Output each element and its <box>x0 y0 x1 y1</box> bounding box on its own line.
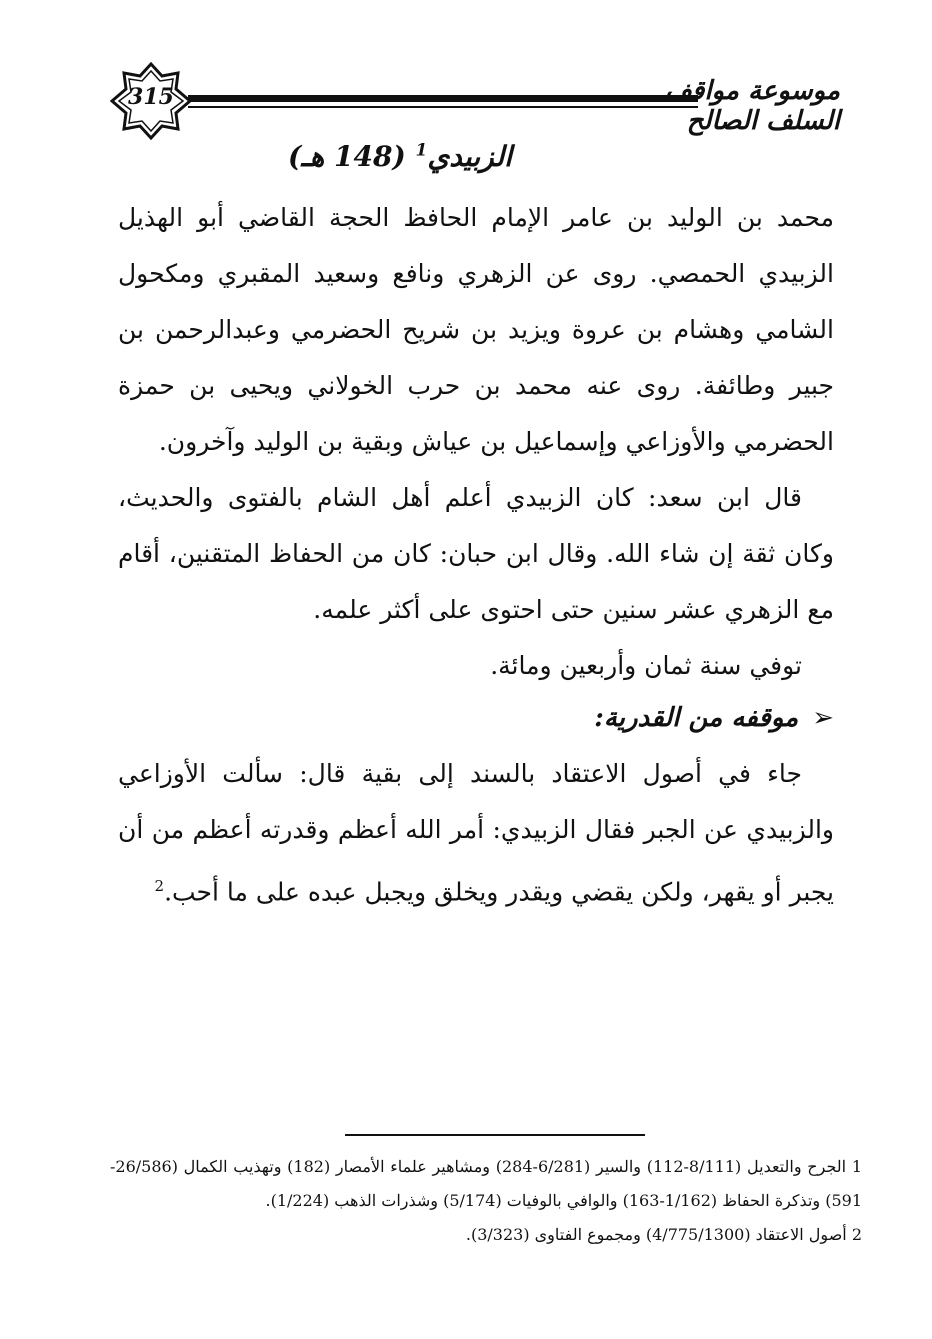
biography-paragraph: محمد بن الوليد بن عامر الإمام الحافظ الحجة القاضي أبو الهذيل الزبيدي الحمصي. روى عن الزهري ونافع وسعيد المقبري ومكحول الشامي وهشام بن عروة ويزيد بن شريح الحضرمي وعبدالرحمن بن جبير وطائفة. روى عنه محمد بن حرب الخولاني ويحيى بن حمزة الحضرمي والأوزاعي وإسماعيل بن عياش وبقية بن الوليد وآخرون. <box>118 203 834 456</box>
section-heading-text: موقفه من القدرية: <box>594 703 799 733</box>
scholar-opinions-paragraph: قال ابن سعد: كان الزبيدي أعلم أهل الشام بالفتوى والحديث، وكان ثقة إن شاء الله. وقال ابن حبان: كان من الحفاظ المتقنين، أقام مع الزهري عشر سنين حتى احتوى على أكثر علمه. <box>118 483 834 624</box>
series-title: موسوعة مواقف السلف الصالح <box>664 76 840 136</box>
section-heading <box>118 690 834 746</box>
title-footnote-ref: 1 <box>415 140 428 161</box>
position-paragraph <box>118 746 834 920</box>
article-title-name: الزبيدي <box>427 140 512 173</box>
page-number: 315 <box>128 84 174 110</box>
paragraph-footnote-ref: 2 <box>154 877 165 895</box>
article-title <box>200 140 600 173</box>
position-paragraph-text: جاء في أصول الاعتقاد بالسند إلى بقية قال: سألت الأوزاعي والزبيدي عن الجبر فقال الزبيدي: أمر الله أعظم وقدرته أعظم من أن يجبر أو يقهر، ولكن يقضي ويقدر ويخلق ويجبل عبده على ما أحب. <box>118 759 834 907</box>
footnote-separator <box>345 1134 645 1136</box>
arrow-bullet-icon: ➢ <box>812 703 834 733</box>
death-year-paragraph: توفي سنة ثمان وأربعين ومائة. <box>490 651 802 680</box>
footnote-2: 2 أصول الاعتقاد (4/775/1300) ومجموع الفتاوى (3/323). <box>465 1225 862 1244</box>
page-header <box>110 62 840 136</box>
article-title-date: (148 هـ) <box>288 140 406 173</box>
footnote-1: 1 الجرح والتعديل (8/111-112) والسير (6/281-284) ومشاهير علماء الأمصار (182) وتهذيب الكمال (26/586-591) وتذكرة الحفاظ (1/162-163) والوافي بالوفيات (5/174) وشذرات الذهب (1/224). <box>110 1157 863 1210</box>
page-number-badge <box>110 62 192 140</box>
footnotes <box>110 1150 862 1252</box>
